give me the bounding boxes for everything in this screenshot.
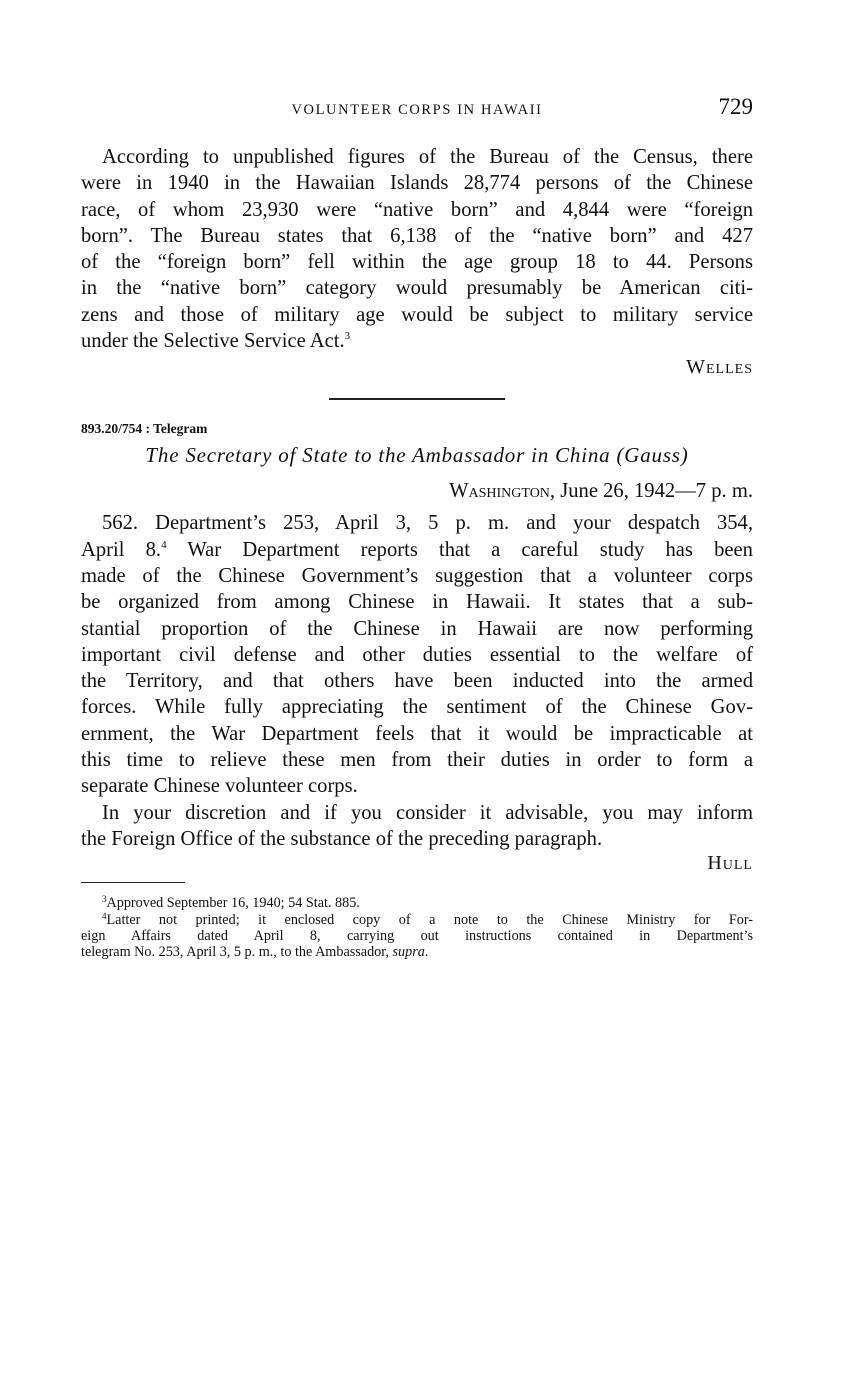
paragraph-line: be organized from among Chinese in Hawaii. It states that a sub- [81,591,753,614]
footnote-marker-3: 3 [344,330,351,343]
paragraph-line: According to unpublished figures of the Bureau of the Census, there [102,146,753,168]
document-page [81,94,753,961]
footnote-italic-text: supra [392,944,425,961]
paragraph-text: War Department reports that a careful study has been [166,538,753,561]
paragraph-line [81,328,753,354]
running-header [81,94,753,126]
footnote-divider [81,882,185,883]
dateline-date: , June 26, 1942—7 p. m. [549,480,753,503]
footnote-text: Latter not printed; it enclosed copy of a note to the Chinese Ministry for For- [106,911,753,928]
footnote-line [81,944,753,960]
footnotes [81,895,753,961]
census-paragraph [81,144,753,354]
paragraph-line: 562. Department’s 253, April 3, 5 p. m. and your despatch 354, [102,512,753,535]
page-number: 729 [718,94,753,119]
footnote-text: . [424,944,429,961]
paragraph-line: In your discretion and if you consider it advisable, you may inform [102,801,753,824]
dateline-place: Washington [449,480,550,503]
file-reference: 893.20/754 : Telegram [81,421,208,437]
footnote-3-marker: 3 [102,894,107,905]
paragraph-line: important civil defense and other duties essential to the welfare of [81,643,753,666]
paragraph-line: stantial proportion of the Chinese in Hawaii are now performing [81,617,753,640]
paragraph-line [81,537,753,563]
discretion-paragraph [81,800,753,853]
footnote-text: telegram No. 253, April 3, 5 p. m., to the Ambassador, [81,944,393,961]
paragraph-line: in the “native born” category would presumably be American citi- [81,277,753,300]
paragraph-line: were in 1940 in the Hawaiian Islands 28,774 persons of the Chinese [81,172,753,195]
signature-welles: Welles [686,356,753,379]
footnote-4 [81,912,753,961]
paragraph-line: made of the Chinese Government’s suggestion that a volunteer corps [81,564,753,587]
footnote-4-marker: 4 [102,910,107,921]
footnote-line [81,912,753,928]
paragraph-line: zens and those of military age would be subject to military service [81,303,753,326]
telegram-paragraph [81,510,753,799]
paragraph-line: of the “foreign born” fell within the age group 18 to 44. Persons [81,251,753,274]
paragraph-line: forces. While fully appreciating the sentiment of the Chinese Gov- [81,696,753,719]
paragraph-line: race, of whom 23,930 were “native born” and 4,844 were “foreign [81,198,753,221]
paragraph-text: April 8. [81,538,162,561]
paragraph-line: ernment, the War Department feels that it would be impracticable at [81,722,753,745]
paragraph-line: born”. The Bureau states that 6,138 of the “native born” and 427 [81,224,753,247]
section-divider [329,398,505,400]
paragraph-text: under the Selective Service Act. [81,330,345,353]
footnote-marker-4: 4 [161,538,167,551]
paragraph-line: this time to relieve these men from their duties in order to form a [81,749,753,772]
footnote-3 [81,895,753,911]
paragraph-line: the Foreign Office of the substance of the preceding paragraph. [81,827,603,850]
running-title: VOLUNTEER CORPS IN HAWAII [291,102,543,118]
footnote-3-text: Approved September 16, 1940; 54 Stat. 885. [106,895,360,912]
document-heading: The Secretary of State to the Ambassador in China (Gauss) [145,443,689,468]
dateline [81,480,753,503]
paragraph-line: the Territory, and that others have been inducted into the armed [81,670,753,693]
paragraph-line: separate Chinese volunteer corps. [81,775,358,798]
footnote-line: eign Affairs dated April 8, carrying out instructions contained in Department’s [81,928,753,945]
signature-hull: Hull [707,852,753,875]
